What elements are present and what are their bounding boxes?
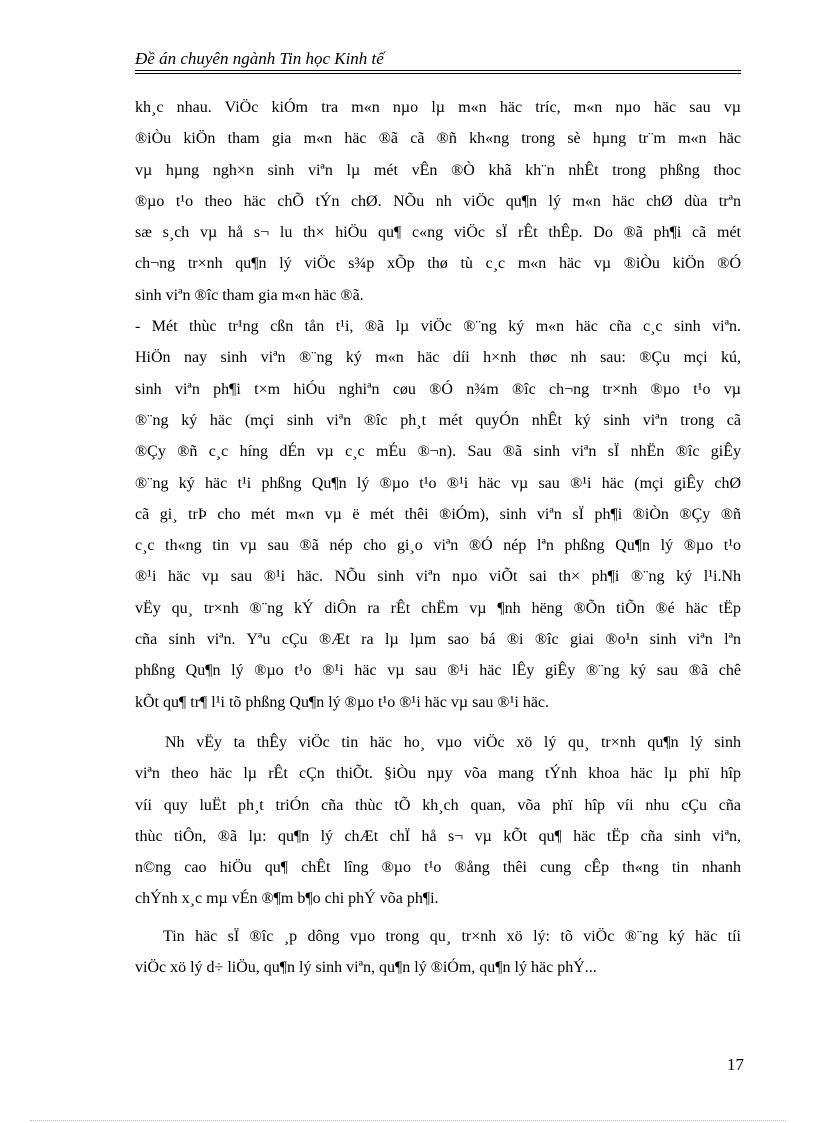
text-line: c¸c th«ng tin vµ sau ®ã nép cho gi¸o viªn ®Ó nép lªn phßng Qu¶n lý ®µo t¹o [135, 537, 741, 555]
paragraph-1 [135, 92, 741, 311]
text-line: sinh viªn ®îc tham gia m«n häc ®ã. [135, 286, 364, 304]
text-line: Tin häc sÏ ®îc ¸p dông vµo trong qu¸ tr×nh xö lý: tõ viÖc ®¨ng ký häc tíi [163, 927, 741, 945]
header-rule-thick [135, 70, 741, 71]
text-line: kh¸c nhau. ViÖc kiÓm tra m«n nµo lµ m«n häc tríc, m«n nµo häc sau vµ [135, 99, 741, 116]
running-header [135, 48, 741, 70]
text-line: ®Çy ®ñ c¸c híng dÉn vµ c¸c mÉu ®¬n). Sau ®ã sinh viªn sÏ nhËn ®îc giÊy [135, 443, 741, 461]
paragraph-2 [135, 311, 741, 718]
text-line: viÖc xö lý d÷ liÖu, qu¶n lý sinh viªn, qu¶n lý ®iÓm, qu¶n lý häc phÝ... [135, 959, 597, 977]
paragraph-4 [135, 921, 741, 984]
text-line: vµ hµng ngh×n sinh viªn lµ mét vÊn ®Ò khã kh¨n nhÊt trong phßng thoc [135, 161, 741, 179]
text-line: víi quy luËt ph¸t triÓn cña thùc tÕ kh¸ch quan, võa phï hîp víi nhu cÇu cña [135, 796, 741, 814]
text-line: sæ s¸ch vµ hå s¬ lu th× hiÖu qu¶ c«ng viÖc sÏ rÊt thÊp. Do ®ã ph¶i cã mét [135, 224, 741, 242]
text-line: - Mét thùc tr¹ng cßn tån t¹i, ®ã lµ viÖc ®¨ng ký m«n häc cña c¸c sinh viªn. [135, 318, 741, 336]
text-line: cã gi¸ trÞ cho mét m«n vµ ë mét thêi ®iÓm), sinh viªn sÏ ph¶i ®iÒn ®Çy ®ñ [135, 505, 741, 523]
text-line: ®¨ng ký häc t¹i phßng Qu¶n lý ®µo t¹o ®¹i häc vµ sau ®¹i häc (mçi giÊy chØ [135, 474, 741, 492]
document-body [135, 92, 741, 983]
text-line: phßng Qu¶n lý ®µo t¹o ®¹i häc vµ sau ®¹i häc lÊy giÊy ®¨ng ký sau ®ã chê [135, 662, 741, 680]
page-bottom-edge [30, 1120, 786, 1121]
text-line: ®¨ng ký häc (mçi sinh viªn ®îc ph¸t mét quyÓn nhÊt ký sinh viªn trong cã [135, 411, 741, 429]
text-line: Nh vËy ta thÊy viÖc tin häc ho¸ vµo viÖc xö lý qu¸ tr×nh qu¶n lý sinh [165, 733, 741, 751]
header-rule-thin [135, 73, 741, 74]
paragraph-3 [135, 727, 741, 915]
text-line: ®µo t¹o theo häc chÕ tÝn chØ. NÕu nh viÖc qu¶n lý m«n häc chØ dùa trªn [135, 192, 741, 210]
text-line: kÕt qu¶ tr¶ l¹i tõ phßng Qu¶n lý ®µo t¹o ®¹i häc vµ sau ®¹i häc. [135, 693, 550, 711]
text-line: ch¬ng tr×nh qu¶n lý viÖc s¾p xÕp thø tù c¸c m«n häc vµ ®iÒu kiÖn ®Ó [135, 255, 741, 273]
text-line: vËy qu¸ tr×nh ®¨ng kÝ diÔn ra rÊt chËm vµ ¶nh hëng ®Õn tiÕn ®é häc tËp [135, 599, 741, 617]
text-line: sinh viªn ph¶i t×m hiÓu nghiªn cøu ®Ó n¾m ®îc ch¬ng tr×nh ®µo t¹o vµ [135, 380, 741, 398]
text-line: viªn theo häc lµ rÊt cÇn thiÕt. §iÒu nµy võa mang tÝnh khoa häc lµ phï hîp [135, 765, 741, 783]
text-line: cña sinh viªn. Yªu cÇu ®Æt ra lµ lµm sao bá ®i ®îc giai ®o¹n sinh viªn lªn [135, 631, 741, 649]
header-title: Đề án chuyên ngành Tin học Kinh tế [135, 49, 384, 68]
text-line: ®iÒu kiÖn tham gia m«n häc ®ã cã ®ñ kh«ng trong sè hµng tr¨m m«n häc [135, 130, 741, 148]
text-line: chÝnh x¸c mµ vÉn ®¶m b¶o chi phÝ võa ph¶i. [135, 890, 439, 908]
text-line: thùc tiÔn, ®ã lµ: qu¶n lý chÆt chÏ hå s¬ vµ kÕt qu¶ häc tËp cña sinh viªn, [135, 827, 741, 845]
page-number: 17 [727, 1055, 744, 1074]
text-line: ®¹i häc vµ sau ®¹i häc. NÕu sinh viªn nµo viÕt sai th× ph¶i ®¨ng ký l¹i.Nh [135, 568, 741, 586]
text-line: n©ng cao hiÖu qu¶ chÊt lîng ®µo t¹o ®ång thêi cung cÊp th«ng tin nhanh [135, 859, 741, 877]
text-line: HiÖn nay sinh viªn ®¨ng ký m«n häc díi h×nh thøc nh sau: ®Çu mçi kú, [135, 349, 741, 367]
